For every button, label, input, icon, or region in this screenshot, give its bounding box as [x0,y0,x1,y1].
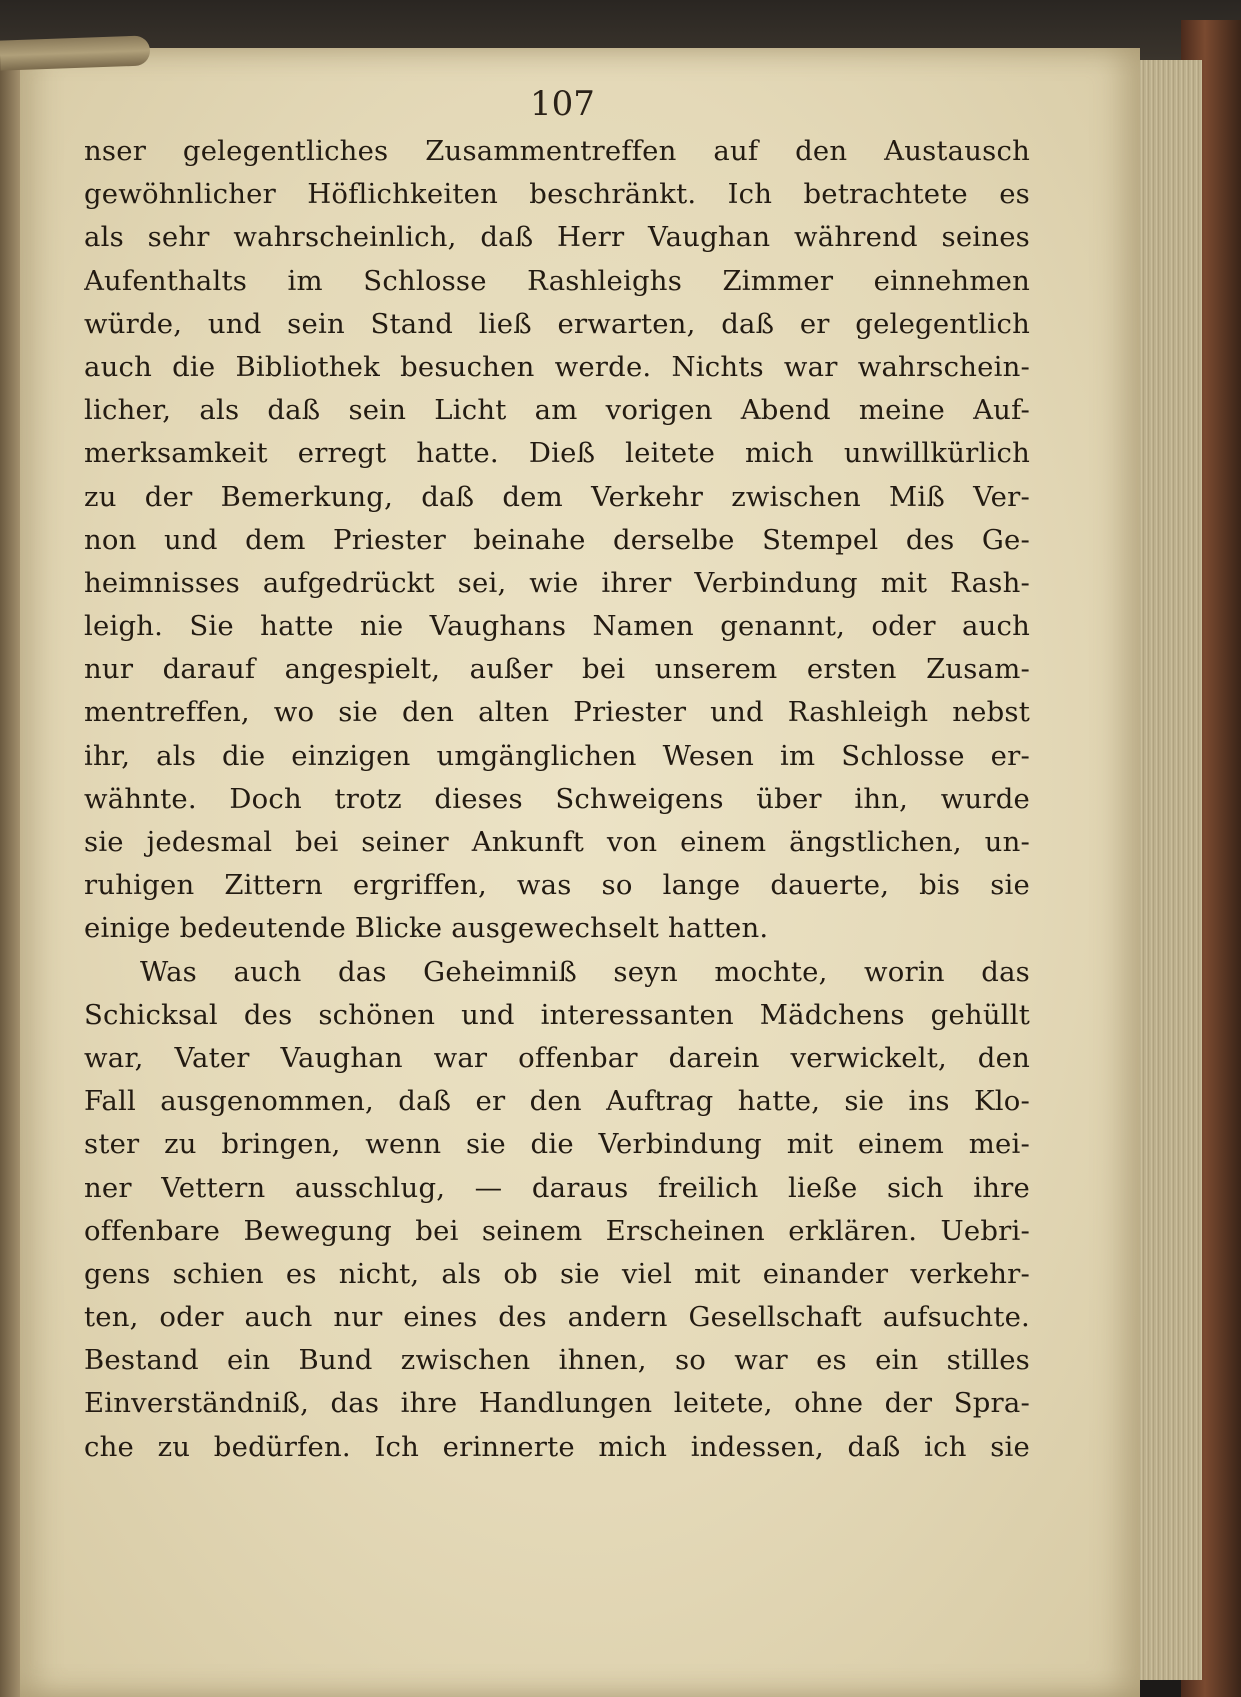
page-number: 107 [530,84,595,124]
text-line: wähnte. Doch trotz dieses Schweigens über ihn, wurde [84,782,1030,815]
text-line: heimnisses aufgedrückt sei, wie ihrer Verbindung mit Rash- [84,566,1030,599]
book-spine-left [0,50,22,1697]
text-line: merksamkeit erregt hatte. Dieß leitete mich unwillkürlich [84,437,1030,470]
text-line: nser gelegentliches Zusammentreffen auf den Austausch [84,135,1030,167]
text-line: zu der Bemerkung, daß dem Verkehr zwischen Miß Ver- [84,480,1030,513]
text-line: nur darauf angespielt, außer bei unserem ersten Zusam- [84,653,1030,686]
text-line: Fall ausgenommen, daß er den Auftrag hatte, sie ins Klo- [84,1085,1030,1118]
text-line: Bestand ein Bund zwischen ihnen, so war es ein stilles [84,1344,1030,1377]
text-line: ster zu bringen, wenn sie die Verbindung mit einem mei- [84,1128,1030,1161]
text-line: als sehr wahrscheinlich, daß Herr Vaughan während seines [84,221,1030,254]
text-line: war, Vater Vaughan war offenbar darein verwickelt, den [84,1041,1030,1074]
text-line: würde, und sein Stand ließ erwarten, daß er gelegentlich [84,307,1030,340]
text-line: ruhigen Zittern ergriffen, was so lange dauerte, bis sie [84,869,1030,902]
text-line: ner Vettern ausschlug, — daraus freilich ließe sich ihre [84,1171,1030,1204]
page-edges [1130,60,1202,1680]
text-line: ten, oder auch nur eines des andern Gesellschaft aufsuchte. [84,1301,1030,1334]
text-line: sie jedesmal bei seiner Ankunft von einem ängstlichen, un- [84,826,1030,858]
text-line: gewöhnlicher Höflichkeiten beschränkt. Ich betrachtete es [84,178,1030,211]
text-line: einige bedeutende Blicke ausgewechselt hatten. [84,912,769,945]
text-line: gens schien es nicht, als ob sie viel mit einander verkehr- [84,1257,1030,1290]
text-line: offenbare Bewegung bei seinem Erscheinen erklären. Uebri- [84,1214,1030,1247]
text-line: licher, als daß sein Licht am vorigen Abend meine Auf- [84,394,1030,427]
bookmark-ribbon [0,35,150,70]
text-line: mentreffen, wo sie den alten Priester und Rashleigh nebst [84,696,1030,729]
text-line: Was auch das Geheimniß seyn mochte, worin das [140,955,1030,988]
text-line: Schicksal des schönen und interessanten Mädchens gehüllt [84,998,1030,1031]
text-line: ihr, als die einzigen umgänglichen Wesen im Schlosse er- [84,739,1030,772]
text-line: non und dem Priester beinahe derselbe Stempel des Ge- [84,523,1030,556]
text-line: che zu bedürfen. Ich erinnerte mich indessen, daß ich sie [84,1430,1030,1463]
text-line: Aufenthalts im Schlosse Rashleighs Zimmer einnehmen [84,264,1030,297]
text-line: leigh. Sie hatte nie Vaughans Namen genannt, oder auch [84,610,1030,643]
text-line: auch die Bibliothek besuchen werde. Nichts war wahrschein- [84,350,1030,383]
page-text [84,130,1030,1469]
text-line: Einverständniß, das ihre Handlungen leitete, ohne der Spra- [84,1387,1030,1420]
